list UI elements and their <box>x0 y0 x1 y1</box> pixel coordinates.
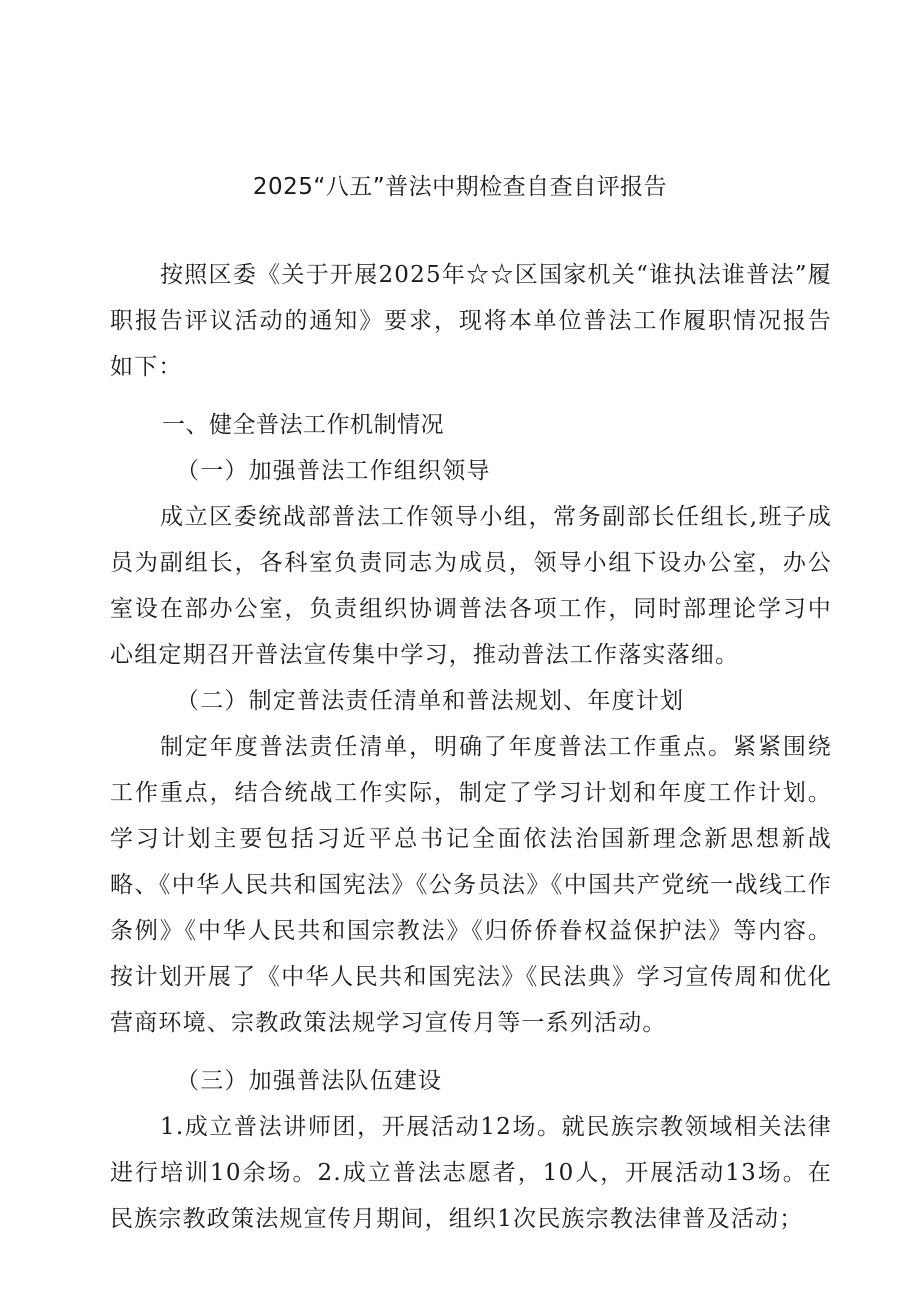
subsection-heading-2: （二）制定普法责任清单和普法规划、年度计划 <box>176 688 685 714</box>
subsection-paragraph-2: 制定年度普法责任清单，明确了年度普法工作重点。紧紧围绕工作重点，结合统战工作实际，制定了学习计划和年度工作计划。学习计划主要包括习近平总书记全面依法治国新理念新思想新战略、《中华人民共和国宪法》《公务员法》《中国共产党统一战线工作条例》《中华人民共和国宗教法》《归侨侨眷权益保护法》等内容。按计划开展了《中华人民共和国宪法》《民法典》学习宣传周和优化营商环境、宗教政策法规学习宣传月等一系列活动。 <box>110 734 832 1036</box>
section-heading-1: 一、健全普法工作机制情况 <box>162 412 444 438</box>
subsection-paragraph-1: 成立区委统战部普法工作领导小组，常务副部长任组长,班子成员为副组长，各科室负责同志为成员，领导小组下设办公室，办公室设在部办公室，负责组织协调普法各项工作，同时部理论学习中心组定期召开普法宣传集中学习，推动普法工作落实落细。 <box>110 504 832 668</box>
subsection-heading-1: （一）加强普法工作组织领导 <box>176 458 491 484</box>
document-title: 2025“八五”普法中期检查自查自评报告 <box>252 174 668 200</box>
subsection-heading-3: （三）加强普法队伍建设 <box>176 1068 443 1094</box>
subsection-paragraph-3: 1.成立普法讲师团，开展活动12场。就民族宗教领域相关法律进行培训10余场。2.成立普法志愿者，10人，开展活动13场。在民族宗教政策法规宣传月期间，组织1次民族宗教法律普及活动； <box>110 1114 832 1232</box>
document-body <box>110 252 832 1242</box>
intro-paragraph: 按照区委《关于开展2025年☆☆区国家机关“谁执法谁普法”履职报告评议活动的通知》要求，现将本单位普法工作履职情况报告如下： <box>110 262 832 380</box>
